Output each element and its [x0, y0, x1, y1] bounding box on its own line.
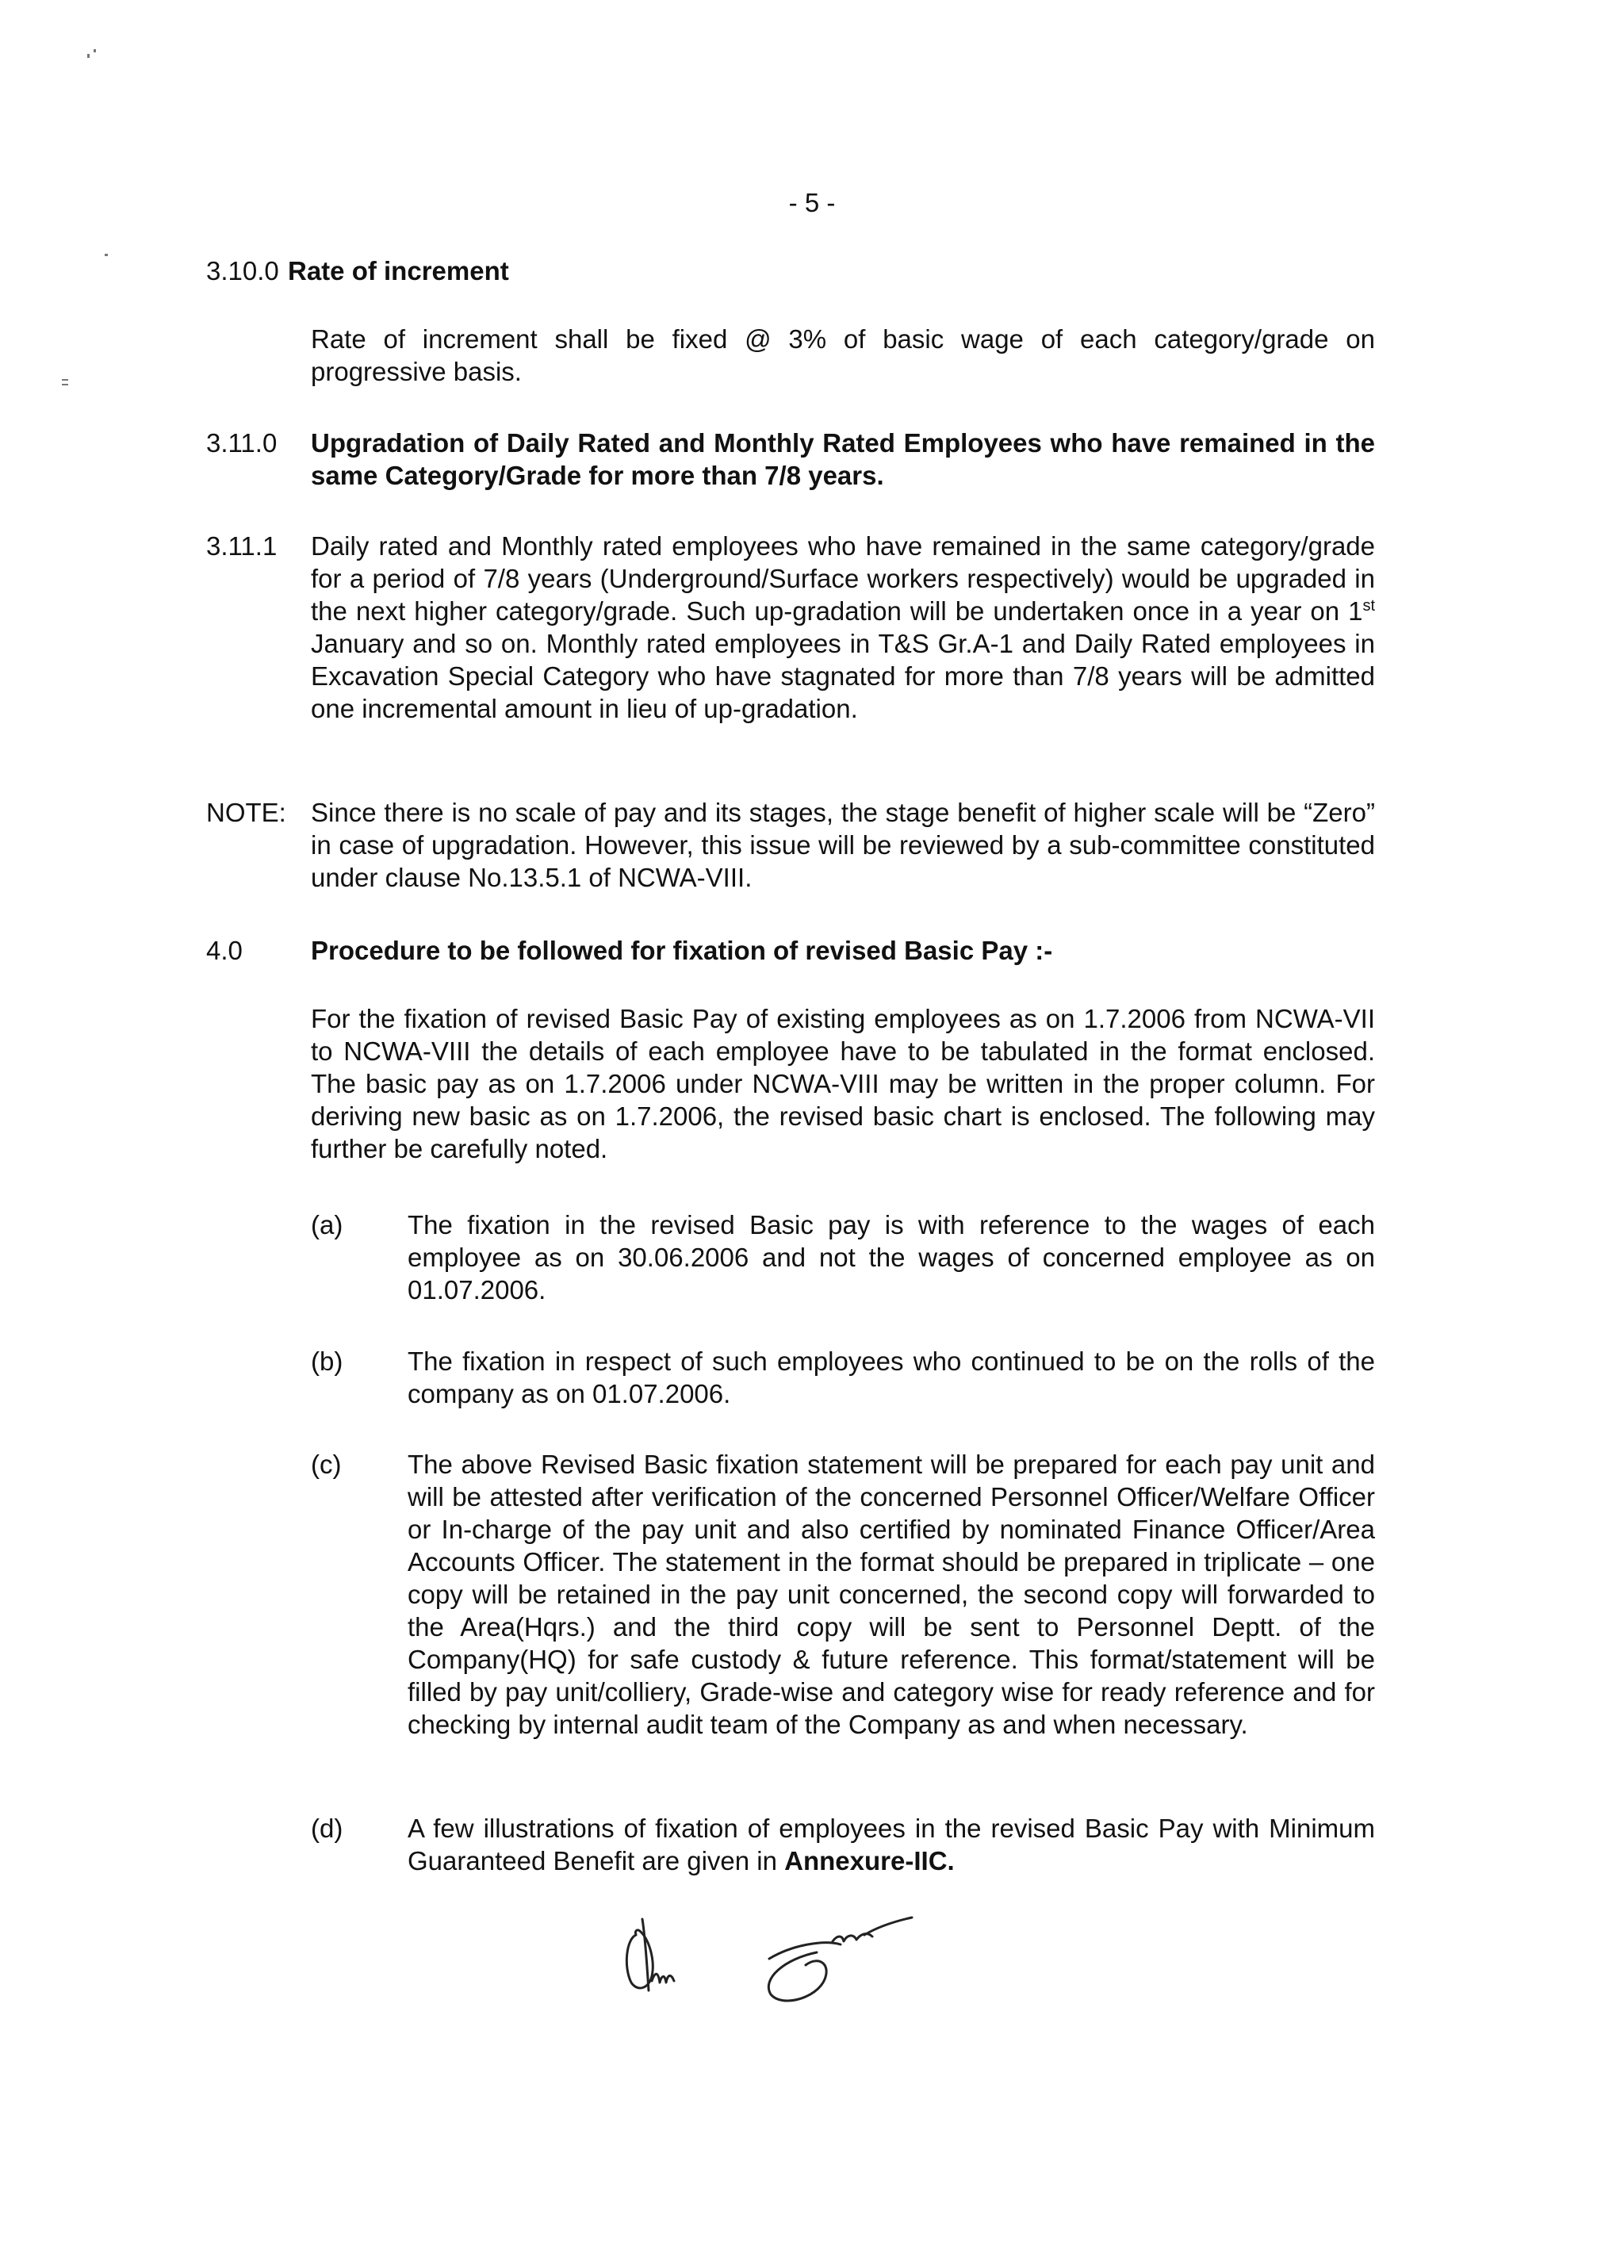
upgradation-text-part1: Daily rated and Monthly rated employees who have remained in the same category/grade for a period of 7/8 years (Underground/Surface workers respectively) would be upgraded in the next higher category/grade. Such up-gradation will be undertaken once in a year on 1: [311, 531, 1375, 626]
list-item-text-c: The above Revised Basic fixation statement will be prepared for each pay unit and will be attested after verification of the concerned Personnel Officer/Welfare Officer or In-charge of the pay unit and also certified by nominated Finance Officer/Area Accounts Officer. The statement in the format should be prepared in triplicate – one copy will be retained in the pay unit concerned, the second copy will forwarded to the Area(Hqrs.) and the third copy will be sent to Personnel Deptt. of the Company(HQ) for safe custody & future reference. This format/statement will be filled by pay unit/colliery, Grade-wise and category wise for ready reference and for checking by internal audit team of the Company as and when necessary.: [408, 1450, 1375, 1739]
section-body-rate-of-increment: Rate of increment shall be fixed @ 3% of basic wage of each category/grade on progressive basis.: [311, 324, 1375, 386]
section-heading-upgradation: Upgradation of Daily Rated and Monthly Rated Employees who have remained in the same Category/Grade for more than 7/8 years.: [311, 428, 1375, 490]
list-item-label-d: (d): [311, 1814, 343, 1843]
signatures: [603, 1903, 967, 2006]
scan-speck: [62, 384, 68, 385]
page-number: - 5 -: [788, 188, 836, 217]
list-item-text-a: The fixation in the revised Basic pay is with reference to the wages of each employee as on 30.06.2006 and not the wages of concerned employee as on 01.07.2006.: [408, 1210, 1375, 1304]
section-number-4-0: 4.0: [206, 936, 243, 965]
scan-speck: [105, 254, 108, 256]
section-number-3-11-1: 3.11.1: [206, 531, 278, 561]
list-item-text-d: [408, 1812, 1375, 1877]
section-number-3-10-0: 3.10.0: [206, 256, 279, 285]
note-body: Since there is no scale of pay and its stages, the stage benefit of higher scale will be “Zero” in case of upgradation. However, this issue will be reviewed by a sub-committee constituted under clause No.13.5.1 of NCWA-VIII.: [311, 798, 1375, 892]
signature-left: [626, 1919, 674, 1990]
list-item-label-b: (b): [311, 1347, 343, 1376]
annexure-reference: Annexure-IIC.: [784, 1846, 955, 1875]
list-item-text-b: The fixation in respect of such employees who continued to be on the rolls of the company as on 01.07.2006.: [408, 1347, 1375, 1408]
section-body-procedure: For the fixation of revised Basic Pay of existing employees as on 1.7.2006 from NCWA-VII to NCWA-VIII the details of each employee have to be tabulated in the format enclosed. The basic pay as on 1.7.2006 under NCWA-VIII may be written in the proper column. For deriving new basic as on 1.7.2006, the revised basic chart is enclosed. The following may further be carefully noted.: [311, 1004, 1375, 1163]
scan-speck: [62, 379, 68, 381]
upgradation-text-part2: January and so on. Monthly rated employees in T&S Gr.A-1 and Daily Rated employees in Excavation Special Category who have stagnated for more than 7/8 years will be admitted one incremental amount in lieu of up-gradation.: [311, 629, 1375, 723]
ordinal-suffix: st: [1362, 597, 1375, 615]
note-label: NOTE:: [206, 798, 286, 827]
scan-speck: [94, 49, 96, 52]
section-body-upgradation-detail: [311, 530, 1375, 725]
scan-speck: [87, 54, 90, 58]
section-number-3-11-0: 3.11.0: [206, 428, 278, 458]
list-item-label-a: (a): [311, 1210, 343, 1239]
section-heading-procedure: Procedure to be followed for fixation of revised Basic Pay :-: [311, 936, 1053, 965]
annexure-sentence: A few illustrations of fixation of employees in the revised Basic Pay with Minimum Guaranteed Benefit are given in: [408, 1814, 1375, 1875]
list-item-label-c: (c): [311, 1450, 342, 1479]
signature-right: [768, 1917, 912, 2001]
section-heading-rate-of-increment: Rate of increment: [288, 256, 509, 285]
